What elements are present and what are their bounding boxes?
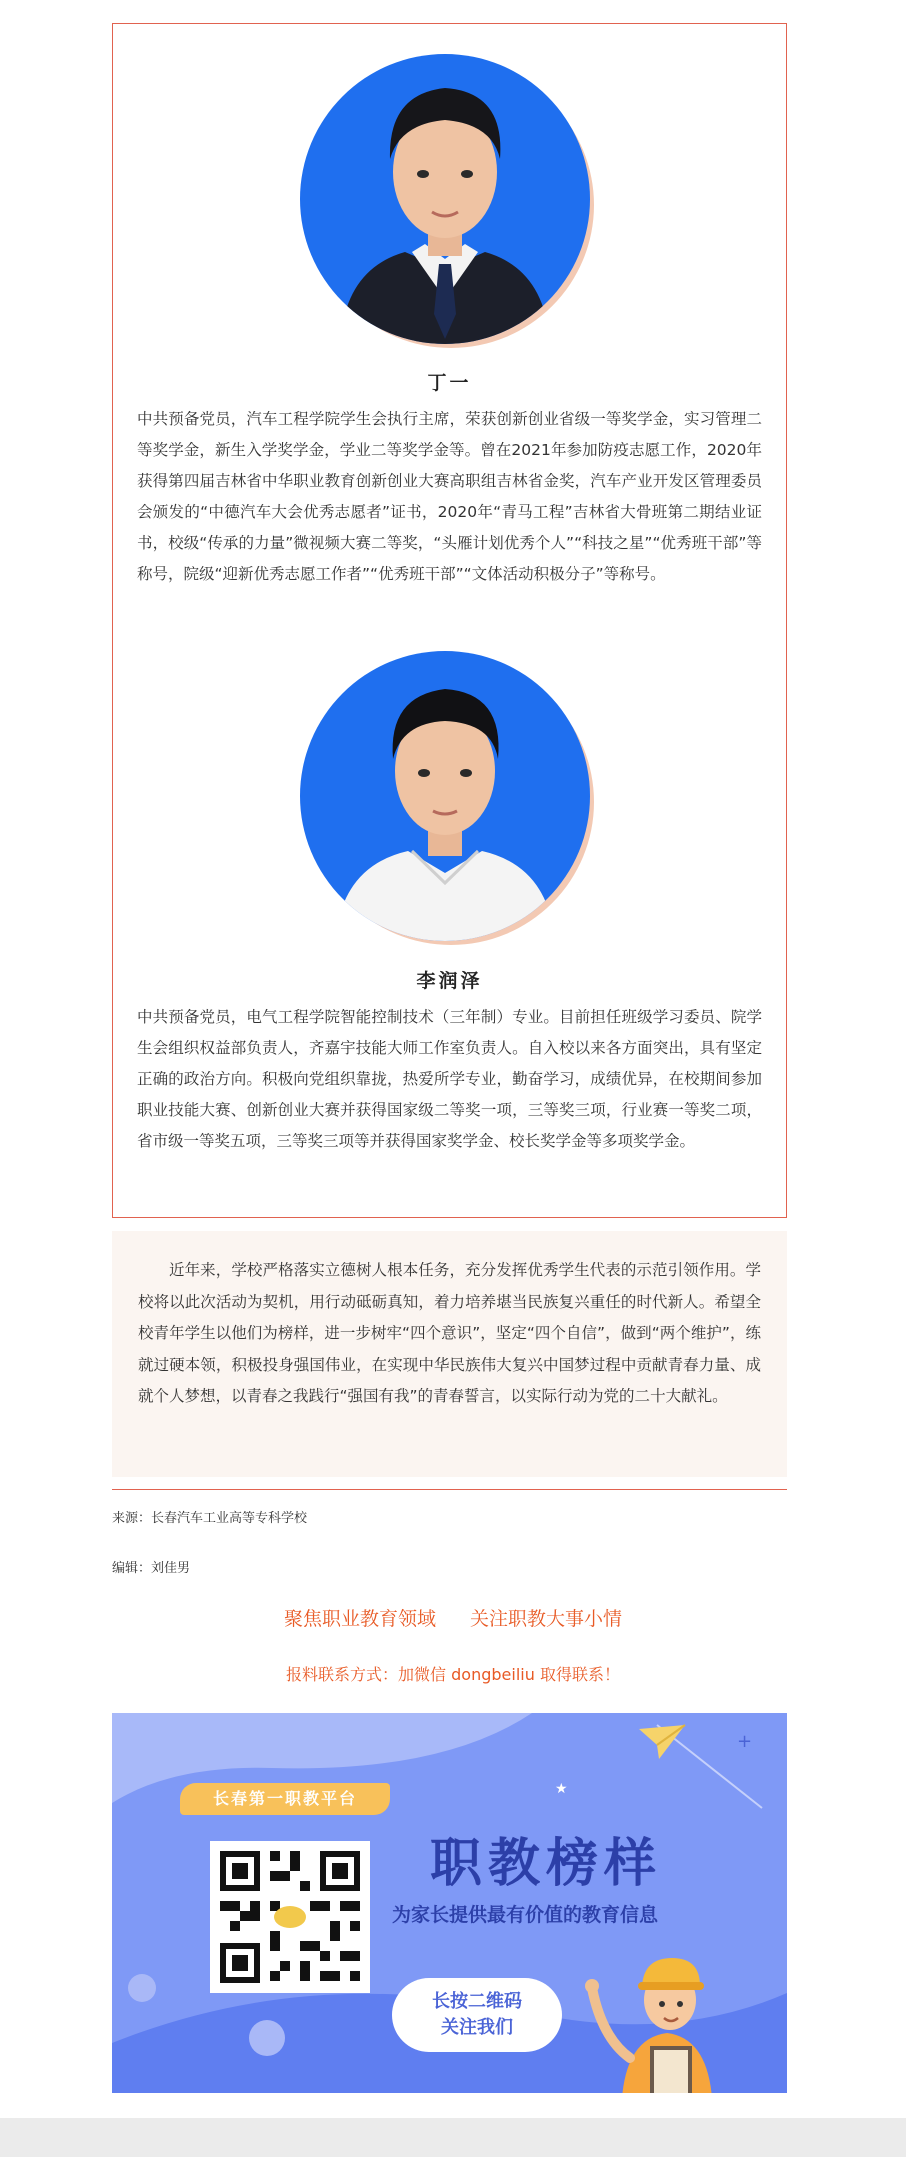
summary-text: 近年来，学校严格落实立德树人根本任务，充分发挥优秀学生代表的示范引领作用。学校将以此次活动为契机，用行动砥砺真知，着力培养堪当民族复兴重任的时代新人。希望全校青年学生以他们为榜样，进一步树牢“四个意识”，坚定“四个自信”，做到“两个维护”，练就过硬本领，积极投身强国伟业，在实现中华民族伟大复兴中国梦过程中贡献青春力量、成就个人梦想，以青春之我践行“强国有我”的青春誓言，以实际行动为党的二十大献礼。	[138, 1261, 761, 1405]
profile-photo-1	[300, 54, 600, 354]
slogan	[0, 1604, 906, 1631]
plus-icon: +	[737, 1731, 753, 1752]
banner-title: 职教榜样	[430, 1834, 663, 1894]
divider	[112, 1489, 787, 1490]
profile-name-2: 李润泽	[416, 970, 483, 992]
profiles-card	[112, 23, 787, 1218]
summary-box	[112, 1231, 787, 1477]
star-icon: ★	[555, 1781, 568, 1797]
bubble-line-2: 关注我们	[441, 2017, 513, 2038]
editor-text: 编辑：刘佳男	[112, 1561, 191, 1576]
cartoon-teacher-icon	[582, 1928, 732, 2093]
qr-code-icon	[210, 1841, 370, 1993]
qr-code[interactable]	[210, 1841, 370, 1993]
follow-bubble	[392, 1978, 562, 2052]
paper-plane-icon	[637, 1723, 687, 1763]
slogan-left: 聚焦职业教育领域	[283, 1608, 436, 1630]
source-text: 来源：长春汽车工业高等专科学校	[112, 1511, 308, 1526]
bubble-line-1: 长按二维码	[432, 1991, 522, 2012]
footer-bar	[0, 2118, 906, 2157]
contact-text: 报料联系方式：加微信 dongbeiliu 取得联系！	[286, 1665, 620, 1684]
slogan-right: 关注职教大事小情	[470, 1608, 623, 1630]
profile-bio-1: 中共预备党员，汽车工程学院学生会执行主席，荣获创新创业省级一等奖学金，实习管理二等奖学金，新生入学奖学金，学业二等奖学金等。曾在2021年参加防疫志愿工作，2020年获得第四届吉林省中华职业教育创新创业大赛高职组吉林省金奖，汽车产业开发区管理委员会颁发的“中德汽车大会优秀志愿者”证书，2020年“青马工程”吉林省大骨班第二期结业证书，校级“传承的力量”微视频大赛二等奖，“头雁计划优秀个人”“科技之星”“优秀班干部”等称号，院级“迎新优秀志愿工作者”“优秀班干部”“文体活动积极分子”等称号。	[137, 410, 762, 583]
promo-banner	[112, 1713, 787, 2093]
person-portrait-icon	[300, 54, 590, 344]
profile-bio-2: 中共预备党员，电气工程学院智能控制技术（三年制）专业。目前担任班级学习委员、院学生会组织权益部负责人，齐嘉宇技能大师工作室负责人。自入校以来各方面突出，具有坚定正确的政治方向。积极向党组织靠拢，热爱所学专业，勤奋学习，成绩优异，在校期间参加职业技能大赛、创新创业大赛并获得国家级二等奖一项，三等奖三项，行业赛一等奖二项，省市级一等奖五项，三等奖三项等并获得国家奖学金、校长奖学金等多项奖学金。	[137, 1008, 762, 1150]
profile-name-1: 丁一	[427, 372, 472, 394]
platform-tag: 长春第一职教平台	[180, 1783, 390, 1815]
person-portrait-icon	[300, 651, 590, 941]
banner-subtitle: 为家长提供最有价值的教育信息	[392, 1904, 659, 1926]
profile-photo-2	[300, 651, 600, 951]
